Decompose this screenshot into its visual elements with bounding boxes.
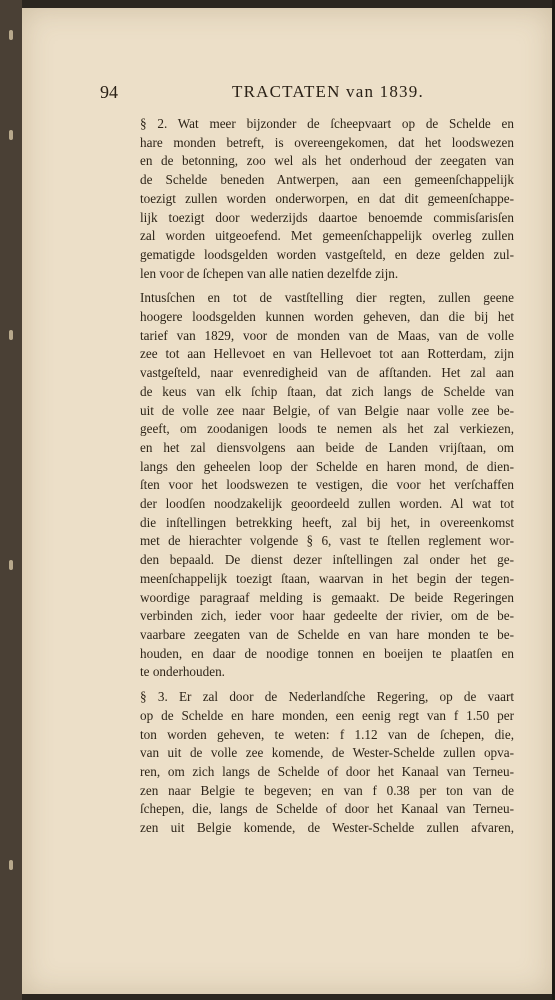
text-line: op de Schelde en hare monden, een eenig regt van f 1.50 per (140, 707, 514, 723)
text-line: uit de volle zee naar Belgie, of van Belgie naar volle zee be- (140, 402, 514, 418)
text-line: ſten voor het loodswezen te vestigen, die voor het verſchaffen (140, 477, 514, 493)
text-line: zee tot aan Hellevoet en van Hellevoet tot aan Rotterdam, zijn (140, 346, 514, 362)
text-line: tarief van 1829, voor de monden van de Maas, van de volle (140, 327, 514, 343)
paragraph-pilotage (110, 289, 514, 682)
text-line: verbinden zich, ieder voor haar gedeelte der rivier, om de be- (140, 608, 514, 624)
text-line: hoogere loodsgelden kunnen worden geheven, dan die bij het (140, 309, 514, 325)
text-line: Intusſchen en tot de vastſtelling dier regten, zullen geene (140, 290, 514, 306)
text-line: van uit de volle zee komende, de Wester-Schelde zullen opva- (140, 745, 514, 761)
binding-stitch (9, 330, 13, 340)
text-line: der loodſen noodzakelijk geoordeeld zullen worden. Al wat tot (140, 496, 514, 512)
text-line: meenſchappelijk toezigt ſtaan, waarvan in het begin der tegen- (140, 570, 514, 586)
text-line: gematigde loodsgelden worden vastgeſteld, en deze gelden zul- (140, 246, 514, 262)
text-line: langs den geheelen loop der Schelde en haren mond, de dien- (140, 458, 514, 474)
text-line: die inſtellingen betrekking heeft, zal bij het, in overeenkomst (140, 514, 514, 530)
running-title: TRACTATEN van 1839. (232, 82, 424, 101)
text-line: houden, en daar de noodige tonnen en boeijen te plaatſen en (140, 645, 514, 661)
binding-stitch (9, 130, 13, 140)
text-line: zal worden uitgeoefend. Met gemeenſchappelijk overleg zullen (140, 228, 514, 244)
text-line: ton worden geheven, te weten: f 1.12 van de ſchepen, die, (140, 726, 514, 742)
text-line: en de betonning, zoo wel als het onderhoud der zeegaten van (140, 153, 514, 169)
paragraph-section-2 (110, 115, 514, 283)
text-line: ſchepen, die, langs de Schelde of door het Kanaal van Terneu- (140, 801, 514, 817)
text-line: vastgeſteld, naar evenredigheid van de afſtanden. Het zal aan (140, 365, 514, 381)
text-line: met de hierachter volgende § 6, vast te ſtellen reglement wor- (140, 533, 514, 549)
running-header (100, 82, 510, 110)
text-line: te onderhouden. (140, 664, 225, 680)
binding-stitch (9, 560, 13, 570)
book-gutter (0, 0, 22, 1000)
binding-stitch (9, 860, 13, 870)
text-line: ren, om zich langs de Schelde of door het Kanaal van Terneu- (140, 763, 514, 779)
text-line: woordige paragraaf melding is gemaakt. De beide Regeringen (140, 589, 514, 605)
text-line: den bepaald. De dienst dezer inſtellingen zal onder het ge- (140, 552, 514, 568)
binding-stitch (9, 30, 13, 40)
text-line: de keus van elk ſchip ſtaan, dat zich langs de Schelde van (140, 383, 514, 399)
text-line: vaarbare zeegaten van de Schelde en van hare monden te be- (140, 626, 514, 642)
text-line: § 3. Er zal door de Nederlandſche Regering, op de vaart (140, 689, 514, 705)
text-line: hare monden betreft, is overeengekomen, dat het loodswezen (140, 134, 514, 150)
page-number: 94 (100, 82, 118, 102)
text-line: geeft, om zoodanigen loods te nemen als het zal verkiezen, (140, 421, 514, 437)
text-line: len voor de ſchepen van alle natien dezelfde zijn. (140, 265, 399, 281)
text-line: toezigt zullen worden onderworpen, en dat dit gemeenſchappe- (140, 190, 514, 206)
text-line: lijk toezigt door wederzijds daartoe benoemde commisſarisſen (140, 209, 514, 225)
text-line: zen naar Belgie te begeven; en van f 0.38 per ton van de (140, 782, 514, 798)
paragraph-section-3 (110, 688, 514, 838)
text-line: zen uit Belgie komende, de Wester-Schelde zullen afvaren, (140, 820, 514, 836)
text-line: § 2. Wat meer bijzonder de ſcheepvaart op de Schelde en (140, 116, 514, 131)
text-line: en het zal diensvolgens aan beide de Landen vrijſtaan, om (140, 439, 514, 455)
text-line: de Schelde beneden Antwerpen, aan een gemeenſchappelijk (140, 172, 514, 188)
body-text (110, 115, 514, 844)
